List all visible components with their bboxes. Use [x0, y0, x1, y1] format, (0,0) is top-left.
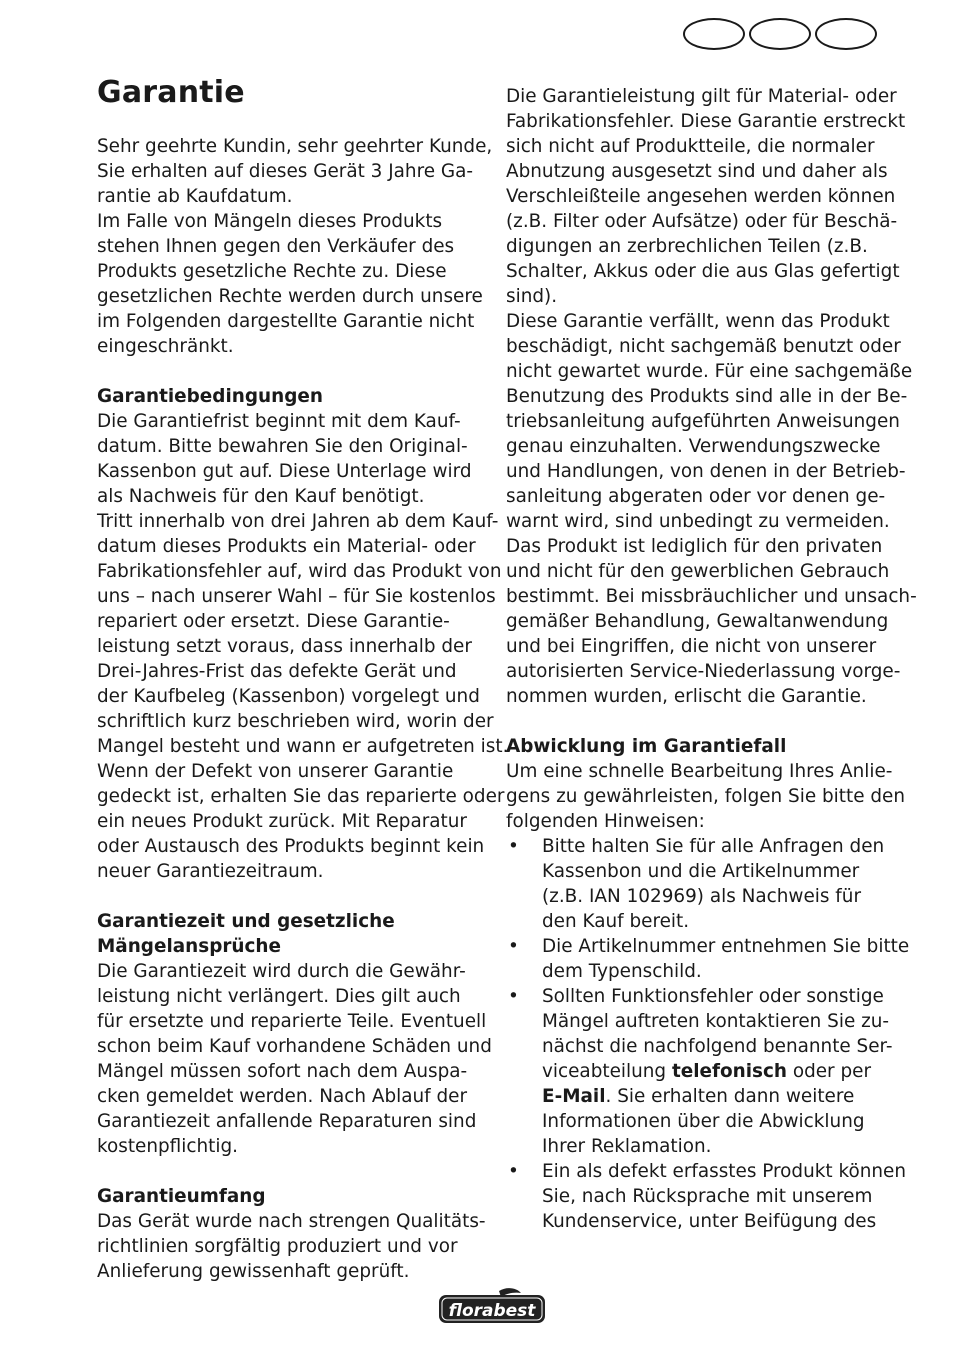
right-column [506, 84, 917, 1234]
text-line: stehen Ihnen gegen den Verkäufer des [97, 236, 455, 257]
text-line: Die Artikelnummer entnehmen Sie bitte [542, 936, 910, 957]
text-line: und bei Eingriffen, die nicht von unserer [506, 636, 877, 657]
text-line: Diese Garantie verfällt, wenn das Produkt [506, 311, 890, 332]
text-line: Kassenbon gut auf. Diese Unterlage wird [97, 461, 472, 482]
text-line: gens zu gewährleisten, folgen Sie bitte den [506, 786, 906, 807]
text-line: Mängel auftreten kontaktieren Sie zu- [542, 1011, 890, 1032]
text-line: kostenpflichtig. [97, 1136, 238, 1157]
text-line: folgenden Hinweisen: [506, 811, 705, 832]
page-title: Garantie [97, 75, 245, 110]
list-item [506, 834, 901, 934]
bullet-icon: • [508, 936, 519, 957]
list-item [506, 934, 910, 984]
list-item [506, 984, 901, 1159]
text-line: cken gemeldet werden. Nach Ablauf der [97, 1086, 468, 1107]
garantieleistung-paragraph [506, 84, 917, 709]
bold-email: E-Mail [542, 1086, 606, 1107]
language-oval-1 [683, 18, 745, 50]
text-line: Anlieferung gewissenhaft geprüft. [97, 1261, 410, 1282]
text-line: Ihrer Reklamation. [542, 1136, 712, 1157]
text-line: bestimmt. Bei missbräuchlicher und unsach- [506, 586, 917, 607]
bullet-icon: • [508, 986, 519, 1007]
text-line: autorisierten Service-Niederlassung vorge- [506, 661, 901, 682]
left-column [97, 75, 509, 1284]
text-line: und nicht für den gewerblichen Gebrauch [506, 561, 890, 582]
language-oval-2 [749, 18, 811, 50]
text-line: oder Austausch des Produkts beginnt kein [97, 836, 485, 857]
text-line: warnt wird, sind unbedingt zu vermeiden. [506, 511, 890, 532]
section-garantieumfang-text [97, 1209, 492, 1284]
text-line: neuer Garantiezeitraum. [97, 861, 324, 882]
section-garantiezeit-text [97, 959, 492, 1159]
text-line: genau einzuhalten. Verwendungszwecke [506, 436, 881, 457]
text-line: Das Produkt ist lediglich für den privaten [506, 536, 883, 557]
text-line: schon beim Kauf vorhandene Schäden und [97, 1036, 492, 1057]
text-line: Das Gerät wurde nach strengen Qualitäts- [97, 1211, 486, 1232]
text-line: sanleitung abgeraten oder vor denen ge- [506, 486, 886, 507]
text-line: nommen wurden, erlischt die Garantie. [506, 686, 867, 707]
text-line: Sie erhalten auf dieses Gerät 3 Jahre Ga- [97, 161, 474, 182]
text-line: Abnutzung ausgesetzt sind und daher als [506, 161, 888, 182]
text-line: Fabrikationsfehler. Diese Garantie erstreckt [506, 111, 906, 132]
text-line: richtlinien sorgfältig produziert und vor [97, 1236, 458, 1257]
text-line: Tritt innerhalb von drei Jahren ab dem Kauf- [97, 511, 499, 532]
text-line: Drei-Jahres-Frist das defekte Gerät und [97, 661, 457, 682]
text-line: leistung nicht verlängert. Dies gilt auch [97, 986, 461, 1007]
text-line: uns – nach unserer Wahl – für Sie kostenlos [97, 586, 496, 607]
section-heading-abwicklung: Abwicklung im Garantiefall [506, 736, 787, 757]
section-heading-garantiezeit-1: Garantiezeit und gesetzliche [97, 911, 395, 932]
text-line: als Nachweis für den Kauf benötigt. [97, 486, 425, 507]
text-line: Benutzung des Produkts sind alle in der Be- [506, 386, 908, 407]
bullet-icon: • [508, 836, 519, 857]
text-line: rantie ab Kaufdatum. [97, 186, 293, 207]
text-line: den Kauf bereit. [542, 911, 690, 932]
text-line: gemäßer Behandlung, Gewaltanwendung [506, 611, 889, 632]
bullet-text: Sollten Funktionsfehler oder sonstige Mängel auftreten kontaktieren Sie zu- nächst die nachfolgend benannte Ser- viceabteilung telefonisch oder per E-Mail. Sie erhalten dann weitere Informationen über die Abwicklung Ihrer Reklamation. [542, 984, 901, 1159]
text-line: Verschleißteile angesehen werden können [506, 186, 896, 207]
text-line: Produkts gesetzliche Rechte zu. Diese [97, 261, 447, 282]
language-oval-3 [815, 18, 877, 50]
text-line: Fabrikationsfehler auf, wird das Produkt von [97, 561, 502, 582]
text-line: gedeckt ist, erhalten Sie das reparierte oder [97, 786, 505, 807]
text-line: (z.B. Filter oder Aufsätze) oder für Beschä- [506, 211, 898, 232]
text-line: sich nicht auf Produktteile, die normaler [506, 136, 875, 157]
logo-text: florabest [448, 1301, 536, 1321]
intro-paragraph [97, 134, 492, 359]
text-line: für ersetzte und reparierte Teile. Eventuell [97, 1011, 487, 1032]
bullet-text [542, 1159, 906, 1234]
section-garantiebedingungen-text [97, 409, 509, 884]
text-line: sind). [506, 286, 558, 307]
text-line: Die Garantieleistung gilt für Material- oder [506, 86, 897, 107]
text-line: Wenn der Defekt von unserer Garantie [97, 761, 454, 782]
text-line: der Kaufbeleg (Kassenbon) vorgelegt und [97, 686, 480, 707]
text-line: Bitte halten Sie für alle Anfragen den [542, 836, 885, 857]
text-line: nächst die nachfolgend benannte Ser- [542, 1036, 893, 1057]
bullet-icon: • [508, 1161, 519, 1182]
text-line: Kundenservice, unter Beifügung des [542, 1211, 877, 1232]
language-ovals [683, 18, 877, 50]
text-line: leistung setzt voraus, dass innerhalb der [97, 636, 472, 657]
bold-telefonisch: telefonisch [671, 1061, 787, 1082]
text-line: Garantiezeit anfallende Reparaturen sind [97, 1111, 477, 1132]
section-heading-garantieumfang: Garantieumfang [97, 1186, 266, 1207]
text-line: Mängel müssen sofort nach dem Auspa- [97, 1061, 468, 1082]
text-line: ein neues Produkt zurück. Mit Reparatur [97, 811, 467, 832]
section-abwicklung-text [506, 759, 906, 834]
section-heading-garantiezeit-2: Mängelansprüche [97, 936, 281, 957]
text-line: Sie, nach Rücksprache mit unserem [542, 1186, 873, 1207]
text-line: repariert oder ersetzt. Diese Garantie- [97, 611, 450, 632]
text-line: gesetzlichen Rechte werden durch unsere [97, 286, 483, 307]
text-line: Die Garantiezeit wird durch die Gewähr- [97, 961, 466, 982]
text-line: Mangel besteht und wann er aufgetreten ist. [97, 736, 509, 757]
text-line: triebsanleitung aufgeführten Anweisungen [506, 411, 900, 432]
text-line: Informationen über die Abwicklung [542, 1111, 865, 1132]
bullet-text [542, 934, 909, 984]
text-line: Um eine schnelle Bearbeitung Ihres Anlie- [506, 761, 893, 782]
text-line: Ein als defekt erfasstes Produkt können [542, 1161, 906, 1182]
section-heading-garantiebedingungen: Garantiebedingungen [97, 386, 323, 407]
text-line: datum dieses Produkts ein Material- oder [97, 536, 476, 557]
text-line: Sollten Funktionsfehler oder sonstige [542, 986, 884, 1007]
florabest-logo [437, 1287, 547, 1325]
text-line: datum. Bitte bewahren Sie den Original- [97, 436, 468, 457]
text-line: Die Garantiefrist beginnt mit dem Kauf- [97, 411, 461, 432]
text-line: (z.B. IAN 102969) als Nachweis für [542, 886, 861, 907]
bullet-text [542, 834, 901, 934]
text-line: Schalter, Akkus oder die aus Glas gefertigt [506, 261, 900, 282]
text-line: Kassenbon und die Artikelnummer [542, 861, 860, 882]
text-line: Sehr geehrte Kundin, sehr geehrter Kunde, [97, 136, 493, 157]
text-line: dem Typenschild. [542, 961, 702, 982]
text-line: beschädigt, nicht sachgemäß benutzt oder [506, 336, 901, 357]
text-line: nicht gewartet wurde. Für eine sachgemäße [506, 361, 913, 382]
text-line: eingeschränkt. [97, 336, 234, 357]
text-line: im Folgenden dargestellte Garantie nicht [97, 311, 475, 332]
list-item [506, 1159, 906, 1234]
text-line: und Handlungen, von denen in der Betrieb- [506, 461, 906, 482]
text-line: Im Falle von Mängeln dieses Produkts [97, 211, 443, 232]
text-line: schriftlich kurz beschrieben wird, worin der [97, 711, 494, 732]
text-line: digungen an zerbrechlichen Teilen (z.B. [506, 236, 868, 257]
